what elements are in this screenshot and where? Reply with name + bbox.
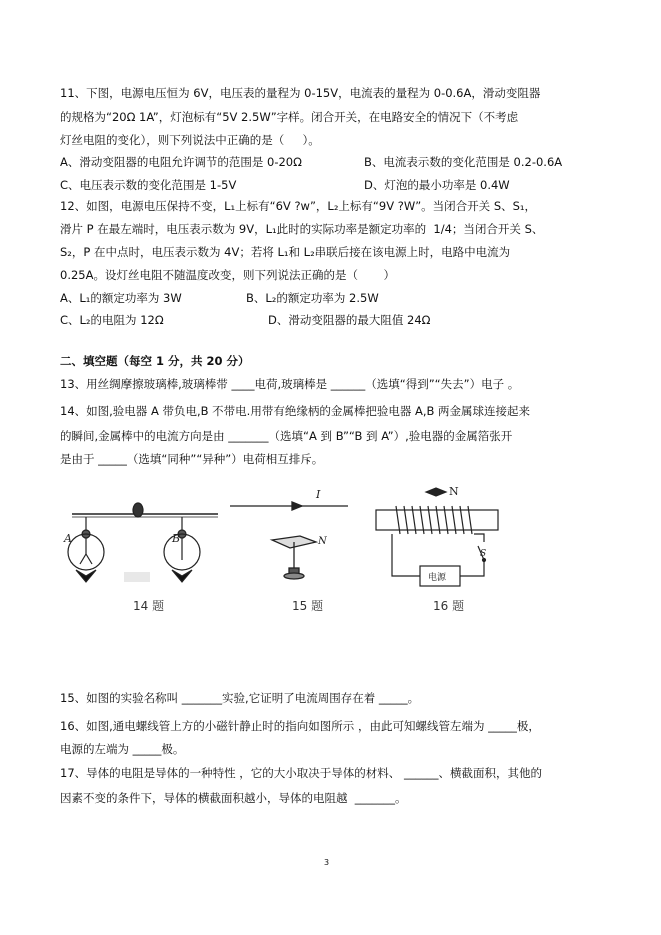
q16-line-2: 电源的左端为 _____极。 (60, 742, 185, 756)
q12-option-c: C、L₂的电阻为 12Ω (60, 313, 164, 327)
figures-panel (0, 480, 661, 610)
q11-option-c: C、电压表示数的变化范围是 1-5V (60, 178, 237, 192)
fig15-label-i: I (316, 488, 321, 501)
fig14-smudge (124, 572, 150, 582)
fig15-caption: 15 题 (292, 599, 324, 613)
q13-line-1: 13、用丝绸摩擦玻璃棒,玻璃棒带 ____电荷,玻璃棒是 ______（选填“得到”“失去”）电子 。 (60, 377, 520, 391)
q16-line-1: 16、如图,通电螺线管上方的小磁针静止时的指向如图所示 ，由此可知螺线管左端为 _____极， (60, 719, 540, 733)
fig16-label-source: 电源 (428, 573, 447, 583)
fig14-label-a: A (64, 532, 72, 545)
q17-line-1: 17、导体的电阻是导体的一种特性 ，它的大小取决于导体的材料、 ______、横截面积，其他的 (60, 766, 542, 780)
q12-option-b: B、L₂的额定功率为 2.5W (246, 291, 379, 305)
fig14-electroscopes (68, 503, 218, 582)
fig14-caption: 14 题 (133, 599, 165, 613)
q11-option-d: D、灯泡的最小功率是 0.4W (364, 178, 510, 192)
q11-line-3: 灯丝电阻的变化），则下列说法中正确的是（ ）。 (60, 133, 320, 147)
q12-option-a: A、L₁的额定功率为 3W (60, 291, 182, 305)
q11-line-2: 的规格为“20Ω 1A”，灯泡标有“5V 2.5W”字样。闭合开关，在电路安全的情况下（不考虑 (60, 110, 519, 124)
fig15-oersted (230, 502, 348, 579)
page-number: 3 (324, 858, 330, 867)
q14-line-3: 是由于 _____（选填“同种”“异种”）电荷相互排斥。 (60, 452, 324, 466)
q15-line-1: 15、如图的实验名称叫 _______实验,它证明了电流周围存在着 _____。 (60, 691, 420, 705)
fig14-label-b: B (172, 532, 181, 545)
q12-line-3: S₂，P 在中点时，电压表示数为 4V；若将 L₁和 L₂串联后接在该电源上时，电路中电流为 (60, 245, 511, 259)
q12-option-d: D、滑动变阻器的最大阻值 24Ω (268, 313, 431, 327)
q11-line-1: 11、下图，电源电压恒为 6V，电压表的量程为 0-15V，电流表的量程为 0-0.6A，滑动变阻器 (60, 86, 541, 100)
fig16-solenoid (376, 488, 498, 586)
fig16-caption: 16 题 (433, 599, 465, 613)
q11-option-b: B、电流表示数的变化范围是 0.2-0.6A (364, 155, 563, 169)
q12-line-1: 12、如图，电源电压保持不变，L₁上标有“6V ?w”，L₂上标有“9V ?W”。当闭合开关 S、S₁， (60, 199, 537, 213)
q12-line-2: 滑片 P 在最左端时，电压表示数为 9V，L₁此时的实际功率是额定功率的 1/4；当闭合开关 S、 (60, 222, 544, 236)
fig16-label-s: S (480, 549, 487, 559)
fig15-label-n: N (318, 536, 327, 547)
q14-line-1: 14、如图,验电器 A 带负电,B 不带电.用带有绝缘柄的金属棒把验电器 A,B 两金属球连接起来 (60, 404, 531, 418)
fig16-label-n: N (449, 485, 459, 498)
q12-line-4: 0.25A。设灯丝电阻不随温度改变，则下列说法正确的是（ ） (60, 268, 396, 282)
q14-line-2: 的瞬间,金属棒中的电流方向是由 _______（选填“A 到 B”“B 到 A”）,验电器的金属箔张开 (60, 429, 513, 443)
q11-option-a: A、滑动变阻器的电阻允许调节的范围是 0-20Ω (60, 155, 302, 169)
q17-line-2: 因素不变的条件下，导体的横截面积越小，导体的电阻越 _______。 (60, 791, 407, 805)
section-heading: 二、填空题（每空 1 分，共 20 分） (60, 354, 250, 368)
